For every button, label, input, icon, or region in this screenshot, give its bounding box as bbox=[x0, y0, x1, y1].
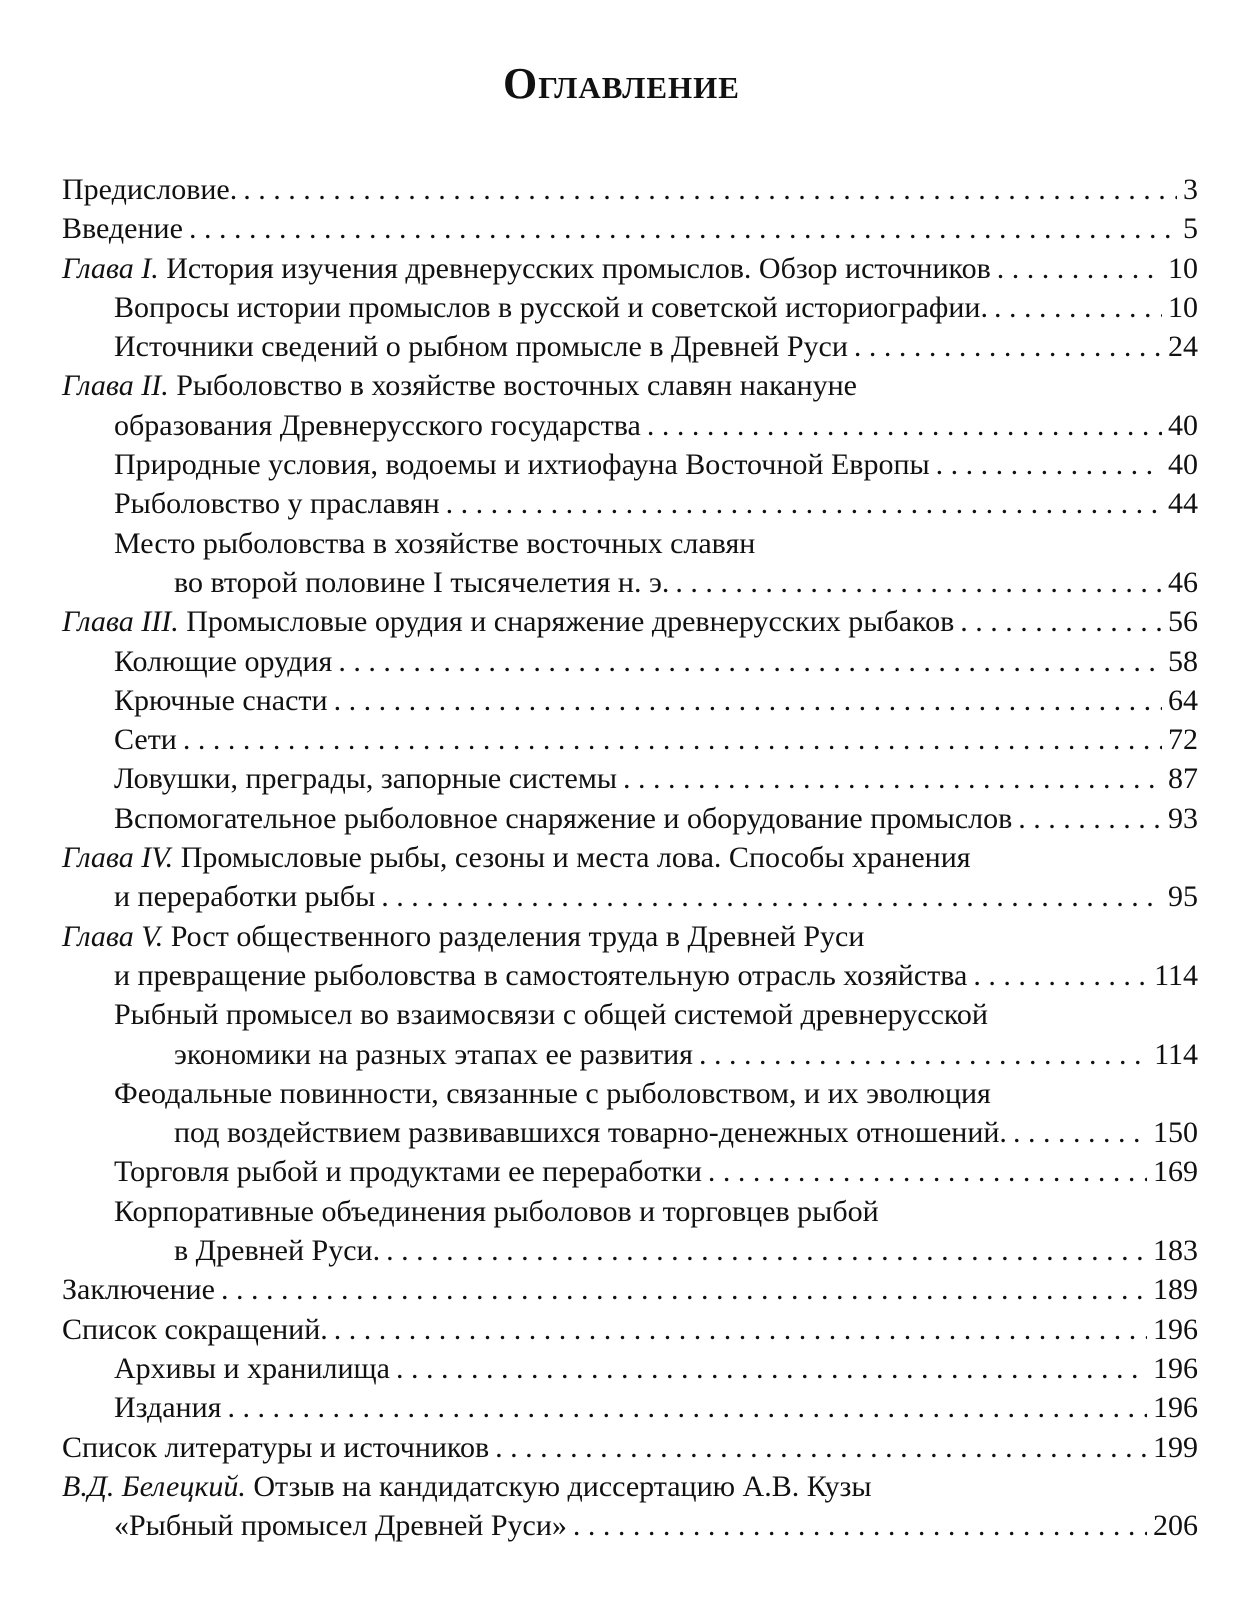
toc-entry bbox=[62, 327, 1198, 366]
page-number: 206 bbox=[1153, 1509, 1198, 1543]
toc-entry-line bbox=[62, 249, 1198, 288]
dot-leader bbox=[854, 327, 1162, 366]
page-number: 196 bbox=[1153, 1391, 1198, 1425]
toc-entry-title: во второй половине I тысячелетия н. э. bbox=[174, 565, 670, 599]
toc-entry-line bbox=[62, 1231, 1198, 1270]
toc-entry-title: экономики на разных этапах ее развития bbox=[174, 1037, 693, 1071]
page-number: 199 bbox=[1153, 1430, 1198, 1464]
toc-entry-text bbox=[174, 1231, 380, 1270]
toc-entry bbox=[62, 1270, 1198, 1309]
toc-entry-line bbox=[62, 327, 1198, 366]
toc-entry bbox=[62, 1192, 1198, 1271]
toc-entry-line bbox=[62, 1074, 1198, 1113]
toc-entry bbox=[62, 720, 1198, 759]
toc-entry bbox=[62, 484, 1198, 523]
toc-entry-text bbox=[62, 249, 991, 288]
toc-entry bbox=[62, 759, 1198, 798]
toc-entry-line bbox=[62, 995, 1198, 1034]
dot-leader bbox=[243, 170, 1177, 209]
toc-entry bbox=[62, 445, 1198, 484]
dot-leader bbox=[994, 288, 1162, 327]
page-number: 5 bbox=[1183, 212, 1198, 246]
toc-entry-title: Вспомогательное рыболовное снаряжение и оборудование промыслов bbox=[114, 801, 1013, 835]
page-number: 150 bbox=[1153, 1116, 1198, 1150]
toc-entry bbox=[62, 1428, 1198, 1467]
toc-entry-title: Отзыв на кандидатскую диссертацию А.В. Кузы bbox=[253, 1469, 872, 1503]
toc-entry bbox=[62, 681, 1198, 720]
dot-leader bbox=[973, 956, 1148, 995]
chapter-label: Глава III. bbox=[62, 605, 179, 639]
toc-entry-text bbox=[114, 1349, 390, 1388]
page-number: 72 bbox=[1168, 723, 1198, 757]
toc-entry-text bbox=[114, 1192, 879, 1231]
toc-entry-title: Введение bbox=[62, 212, 183, 246]
page-number: 64 bbox=[1168, 683, 1198, 717]
toc-entry bbox=[62, 799, 1198, 838]
toc-entry-line bbox=[62, 366, 1198, 405]
toc-entry-title: «Рыбный промысел Древней Руси» bbox=[114, 1509, 567, 1543]
toc-entry-title: Торговля рыбой и продуктами ее переработки bbox=[114, 1155, 702, 1189]
toc-entry-text bbox=[114, 799, 1012, 838]
page-number: 10 bbox=[1168, 251, 1198, 285]
page-number: 114 bbox=[1154, 958, 1198, 992]
toc-entry-text bbox=[62, 1270, 215, 1309]
toc-entry-text bbox=[174, 1113, 1007, 1152]
dot-leader bbox=[1018, 799, 1162, 838]
toc-entry bbox=[62, 524, 1198, 603]
toc-entry-line bbox=[62, 406, 1198, 445]
toc-entry-title: под воздействием развивавшихся товарно-денежных отношений. bbox=[174, 1116, 1007, 1150]
toc-entry-title: Издания bbox=[114, 1391, 222, 1425]
dot-leader bbox=[708, 1152, 1147, 1191]
toc-entry-text bbox=[114, 484, 440, 523]
toc-entry bbox=[62, 170, 1198, 209]
page-number: 114 bbox=[1154, 1037, 1198, 1071]
toc-entry-line bbox=[62, 445, 1198, 484]
toc-entry-title: Рыбный промысел во взаимосвязи с общей системой древнерусской bbox=[114, 998, 988, 1032]
page-number: 40 bbox=[1168, 408, 1198, 442]
toc-entry-title: Рыболовство у праславян bbox=[114, 487, 440, 521]
page-number: 10 bbox=[1168, 290, 1198, 324]
toc-entry-title: Источники сведений о рыбном промысле в Древней Руси bbox=[114, 330, 848, 364]
toc-entry-line bbox=[62, 759, 1198, 798]
page-number: 87 bbox=[1168, 762, 1198, 796]
toc-entry bbox=[62, 917, 1198, 996]
chapter-label: Глава I. bbox=[62, 251, 159, 285]
toc-entry-text bbox=[114, 956, 967, 995]
toc-entry-title: Природные условия, водоемы и ихтиофауна Восточной Европы bbox=[114, 448, 930, 482]
table-of-contents bbox=[62, 170, 1198, 1545]
toc-entry-text bbox=[114, 759, 617, 798]
toc-entry-line bbox=[62, 799, 1198, 838]
page-number: 196 bbox=[1153, 1312, 1198, 1346]
page-number: 56 bbox=[1168, 605, 1198, 639]
toc-entry bbox=[62, 249, 1198, 288]
dot-leader bbox=[960, 602, 1162, 641]
toc-entry-line bbox=[62, 288, 1198, 327]
toc-entry-text bbox=[62, 838, 971, 877]
dot-leader bbox=[1013, 1113, 1147, 1152]
dot-leader bbox=[338, 642, 1162, 681]
toc-entry-line bbox=[62, 563, 1198, 602]
dot-leader bbox=[334, 1310, 1147, 1349]
toc-entry bbox=[62, 602, 1198, 641]
chapter-label: Глава II. bbox=[62, 369, 169, 403]
page-number: 44 bbox=[1168, 487, 1198, 521]
toc-entry bbox=[62, 1310, 1198, 1349]
toc-entry-title: Промысловые рыбы, сезоны и места лова. Способы хранения bbox=[180, 841, 971, 875]
toc-entry bbox=[62, 1388, 1198, 1427]
toc-entry-line bbox=[62, 209, 1198, 248]
toc-entry-text bbox=[114, 877, 375, 916]
toc-entry-line bbox=[62, 1388, 1198, 1427]
toc-entry-title: Список сокращений. bbox=[62, 1312, 328, 1346]
dot-leader bbox=[573, 1506, 1147, 1545]
toc-entry bbox=[62, 209, 1198, 248]
toc-entry-line bbox=[62, 877, 1198, 916]
dot-leader bbox=[675, 563, 1162, 602]
dot-leader bbox=[221, 1270, 1147, 1309]
toc-entry-line bbox=[62, 956, 1198, 995]
toc-entry-text bbox=[62, 209, 183, 248]
dot-leader bbox=[495, 1428, 1147, 1467]
toc-entry-text bbox=[62, 366, 857, 405]
toc-entry-text bbox=[114, 1388, 221, 1427]
dot-leader bbox=[189, 209, 1177, 248]
toc-entry-text bbox=[114, 1506, 567, 1545]
chapter-label: В.Д. Белецкий. bbox=[62, 1469, 246, 1503]
toc-entry-title: Сети bbox=[114, 723, 177, 757]
toc-entry-line bbox=[62, 484, 1198, 523]
toc-entry bbox=[62, 642, 1198, 681]
toc-entry-text bbox=[62, 1310, 328, 1349]
toc-entry-line bbox=[62, 838, 1198, 877]
toc-entry-title: История изучения древнерусских промыслов. Обзор источников bbox=[166, 251, 991, 285]
toc-entry-line bbox=[62, 917, 1198, 956]
toc-entry-title: Вопросы истории промыслов в русской и советской историографии. bbox=[114, 290, 988, 324]
toc-entry-line bbox=[62, 1467, 1198, 1506]
toc-entry bbox=[62, 1467, 1198, 1546]
toc-entry-title: Место рыболовства в хозяйстве восточных славян bbox=[114, 526, 756, 560]
toc-entry bbox=[62, 288, 1198, 327]
page-number: 3 bbox=[1183, 173, 1198, 206]
toc-entry-line bbox=[62, 1192, 1198, 1231]
toc-entry-text bbox=[62, 170, 237, 209]
toc-entry-text bbox=[114, 1074, 991, 1113]
dot-leader bbox=[183, 720, 1162, 759]
dot-leader bbox=[446, 484, 1162, 523]
toc-entry-line bbox=[62, 1152, 1198, 1191]
toc-entry-title: образования Древнерусского государства bbox=[114, 408, 641, 442]
dot-leader bbox=[386, 1231, 1147, 1270]
dot-leader bbox=[699, 1035, 1148, 1074]
page-number: 24 bbox=[1168, 330, 1198, 364]
toc-entry-line bbox=[62, 524, 1198, 563]
toc-entry-line bbox=[62, 642, 1198, 681]
page-number: 93 bbox=[1168, 801, 1198, 835]
page-number: 40 bbox=[1168, 448, 1198, 482]
page-number: 95 bbox=[1168, 880, 1198, 914]
toc-entry-line bbox=[62, 1349, 1198, 1388]
toc-entry-title: Рост общественного разделения труда в Древней Руси bbox=[170, 919, 865, 953]
toc-entry-title: Архивы и хранилища bbox=[114, 1351, 390, 1385]
toc-entry-line bbox=[62, 681, 1198, 720]
page-number: 189 bbox=[1153, 1273, 1198, 1307]
toc-entry-line bbox=[62, 1428, 1198, 1467]
toc-entry-line bbox=[62, 1310, 1198, 1349]
dot-leader bbox=[936, 445, 1162, 484]
toc-entry-text bbox=[114, 681, 328, 720]
dot-leader bbox=[997, 249, 1162, 288]
toc-entry-title: Колющие орудия bbox=[114, 644, 333, 678]
dot-leader bbox=[647, 406, 1162, 445]
toc-entry-text bbox=[62, 1428, 489, 1467]
toc-entry-text bbox=[114, 406, 641, 445]
toc-entry-line bbox=[62, 170, 1198, 209]
toc-entry-title: Феодальные повинности, связанные с рыболовством, и их эволюция bbox=[114, 1076, 991, 1110]
toc-entry bbox=[62, 1074, 1198, 1153]
toc-entry-title: Ловушки, преграды, запорные системы bbox=[114, 762, 617, 796]
page-number: 46 bbox=[1168, 565, 1198, 599]
page-number: 169 bbox=[1153, 1155, 1198, 1189]
toc-entry-text bbox=[62, 1467, 872, 1506]
toc-entry-text bbox=[62, 602, 954, 641]
toc-entry-text bbox=[114, 1152, 702, 1191]
toc-entry-text bbox=[114, 288, 988, 327]
toc-entry-text bbox=[174, 1035, 693, 1074]
toc-entry-title: Предисловие. bbox=[62, 173, 238, 206]
toc-entry-line bbox=[62, 1035, 1198, 1074]
toc-entry-line bbox=[62, 602, 1198, 641]
toc-entry-line bbox=[62, 720, 1198, 759]
toc-entry-text bbox=[114, 445, 930, 484]
toc-entry-text bbox=[114, 995, 988, 1034]
toc-entry bbox=[62, 995, 1198, 1074]
toc-entry bbox=[62, 838, 1198, 917]
toc-entry-title: Крючные снасти bbox=[114, 683, 328, 717]
toc-entry bbox=[62, 366, 1198, 445]
toc-entry-title: Список литературы и источников bbox=[62, 1430, 490, 1464]
toc-entry bbox=[62, 1349, 1198, 1388]
chapter-label: Глава IV. bbox=[62, 841, 174, 875]
toc-entry-line bbox=[62, 1506, 1198, 1545]
toc-entry-text bbox=[114, 720, 177, 759]
page-title: Оглавление bbox=[503, 59, 740, 108]
toc-entry-title: Рыболовство в хозяйстве восточных славян накануне bbox=[176, 369, 857, 403]
toc-entry-text bbox=[174, 563, 669, 602]
toc-entry bbox=[62, 1152, 1198, 1191]
toc-entry-text bbox=[114, 642, 332, 681]
toc-entry-text bbox=[114, 327, 848, 366]
toc-entry-title: и превращение рыболовства в самостоятельную отрасль хозяйства bbox=[114, 958, 968, 992]
toc-entry-text bbox=[62, 917, 864, 956]
toc-entry-title: Заключение bbox=[62, 1273, 215, 1307]
toc-entry-text bbox=[114, 524, 755, 563]
dot-leader bbox=[334, 681, 1162, 720]
dot-leader bbox=[381, 877, 1162, 916]
toc-entry-title: Корпоративные объединения рыболовов и торговцев рыбой bbox=[114, 1194, 879, 1228]
toc-entry-line bbox=[62, 1270, 1198, 1309]
page-number: 196 bbox=[1153, 1351, 1198, 1385]
page-number: 183 bbox=[1153, 1234, 1198, 1268]
toc-entry-title: в Древней Руси. bbox=[174, 1234, 381, 1268]
toc-entry-title: и переработки рыбы bbox=[114, 880, 376, 914]
toc-entry-title: Промысловые орудия и снаряжение древнерусских рыбаков bbox=[186, 605, 955, 639]
page-number: 58 bbox=[1168, 644, 1198, 678]
chapter-label: Глава V. bbox=[62, 919, 164, 953]
dot-leader bbox=[227, 1388, 1147, 1427]
toc-entry-line bbox=[62, 1113, 1198, 1152]
dot-leader bbox=[396, 1349, 1147, 1388]
dot-leader bbox=[623, 759, 1162, 798]
